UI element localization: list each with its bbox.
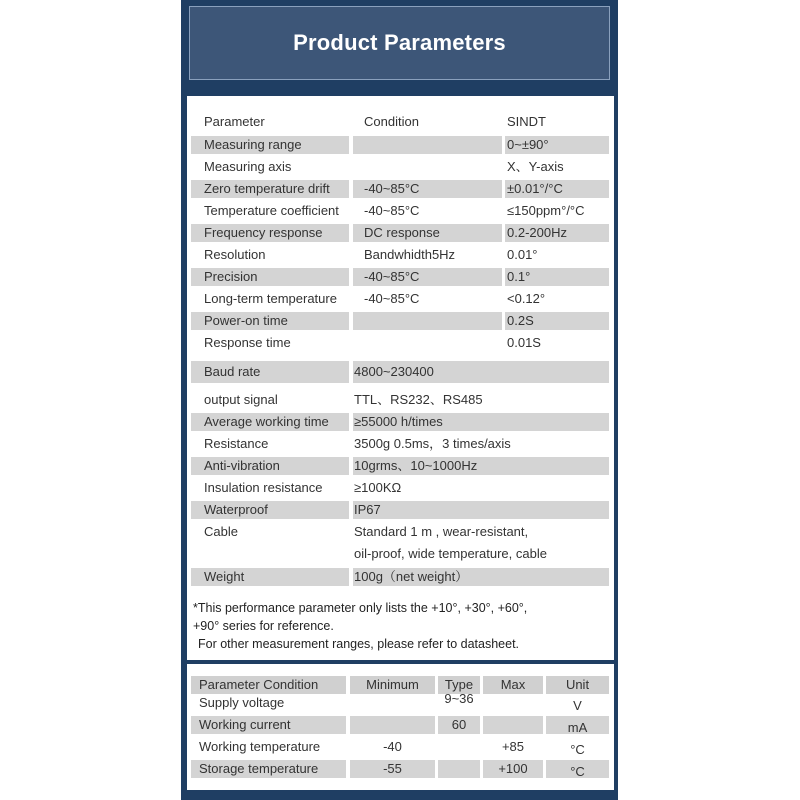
row-value: 100g（net weight） [354,569,469,584]
cell-parameter: Parameter Condition [199,677,319,692]
row-shade [353,501,609,519]
header-value: SINDT [507,114,546,129]
table-row [191,246,609,264]
cell-type: Type [444,677,474,692]
row-value: 0.2S [507,313,534,328]
cell-max: +85 [501,739,525,754]
row-condition: -40~85°C [364,291,420,306]
cell-unit: V [573,698,582,713]
cell-unit: °C [570,764,585,779]
cell-parameter: Working temperature [199,739,321,754]
row-value: ±0.01°/°C [507,181,563,196]
footnote-line-2: +90° series for reference. [193,619,334,633]
footnote-line-1: *This performance parameter only lists the +10°, +30°, +60°, [193,601,528,615]
cell-parameter: Supply voltage [199,695,285,710]
cell-unit: mA [567,720,588,735]
row-value: 0.2-200Hz [507,225,567,240]
row-shade [350,716,435,734]
table-row [191,691,609,713]
table-row [191,391,609,409]
table-row [191,716,609,734]
cell-parameter: Working current [199,717,291,732]
row-condition: -40~85°C [364,203,420,218]
row-shade [353,136,502,154]
table-row [191,334,609,352]
row-parameter: output signal [204,392,278,407]
table-row [191,268,609,286]
row-shade [353,312,502,330]
specs-panel [187,96,614,660]
row-parameter: Waterproof [204,502,268,517]
row-value: 3500g 0.5ms，3 times/axis [354,436,511,451]
table-row [191,290,609,308]
table-row [191,413,609,431]
footnote-line-3: For other measurement ranges, please refer to datasheet. [198,637,520,651]
row-parameter: Power-on time [204,313,288,328]
cell-unit: Unit [565,677,590,692]
row-value: 0.01S [507,335,541,350]
page-title: Product Parameters [293,30,506,55]
row-parameter: Measuring axis [204,159,292,174]
footnote [193,599,607,653]
row-parameter: Anti-vibration [204,458,280,473]
cell-max: Max [500,677,526,692]
row-condition: Bandwhidth5Hz [364,247,456,262]
row-value: 0.1° [507,269,531,284]
row-parameter: Insulation resistance [204,480,323,495]
row-value: <0.12° [507,291,546,306]
row-parameter: Cable [204,524,238,539]
row-value: TTL、RS232、RS485 [354,392,483,407]
table-row [191,479,609,497]
table-row [191,457,609,475]
cell-type: 60 [451,717,467,732]
row-shade [438,760,480,778]
row-parameter: Baud rate [204,364,261,379]
row-value: 4800~230400 [354,364,434,379]
header-parameter: Parameter [204,114,265,129]
row-parameter: Measuring range [204,137,302,152]
header-condition: Condition [364,114,419,129]
row-parameter: Precision [204,269,258,284]
electrical-panel [187,664,614,790]
row-value: 0.01° [507,247,538,262]
table-row [191,158,609,176]
row-condition: -40~85°C [364,181,420,196]
row-value: X、Y-axis [507,159,564,174]
table-row [191,361,609,383]
table-row [191,738,609,756]
row-value: 10grms、10~1000Hz [354,458,478,473]
table-row [191,136,609,154]
row-value: ≥55000 h/times [354,414,443,429]
row-value: IP67 [354,502,381,517]
electrical-header-row [191,676,609,694]
row-parameter: Average working time [204,414,329,429]
row-parameter: Resolution [204,247,266,262]
row-parameter: Temperature coefficient [204,203,339,218]
table-row [191,224,609,242]
table-row [191,312,609,330]
row-shade [483,716,543,734]
table-row [191,435,609,453]
cell-unit: °C [570,742,585,757]
cell-max: +100 [498,761,528,776]
row-condition: -40~85°C [364,269,420,284]
row-condition: DC response [364,225,440,240]
row-value: ≥100KΩ [354,480,402,495]
cell-parameter: Storage temperature [199,761,319,776]
row-parameter: Weight [204,569,245,584]
table-row [191,202,609,220]
table-row [191,180,609,198]
table-row [191,523,609,563]
row-value: 0~±90° [507,137,549,152]
cell-type: 9~36 [444,691,474,706]
cell-minimum: Minimum [366,677,419,692]
row-parameter: Zero temperature drift [204,181,330,196]
row-value: Standard 1 m , wear-resistant, [354,524,529,539]
row-parameter: Response time [204,335,291,350]
table-row [191,568,609,586]
cell-minimum: -55 [383,761,402,776]
row-parameter: Long-term temperature [204,291,337,306]
table-row [191,501,609,519]
row-parameter: Frequency response [204,225,323,240]
table-row [191,760,609,778]
row-value: ≤150ppm°/°C [507,203,585,218]
cell-minimum: -40 [383,739,402,754]
row-value-continued: oil-proof, wide temperature, cable [354,546,547,561]
title-banner [189,6,610,80]
row-parameter: Resistance [204,436,269,451]
